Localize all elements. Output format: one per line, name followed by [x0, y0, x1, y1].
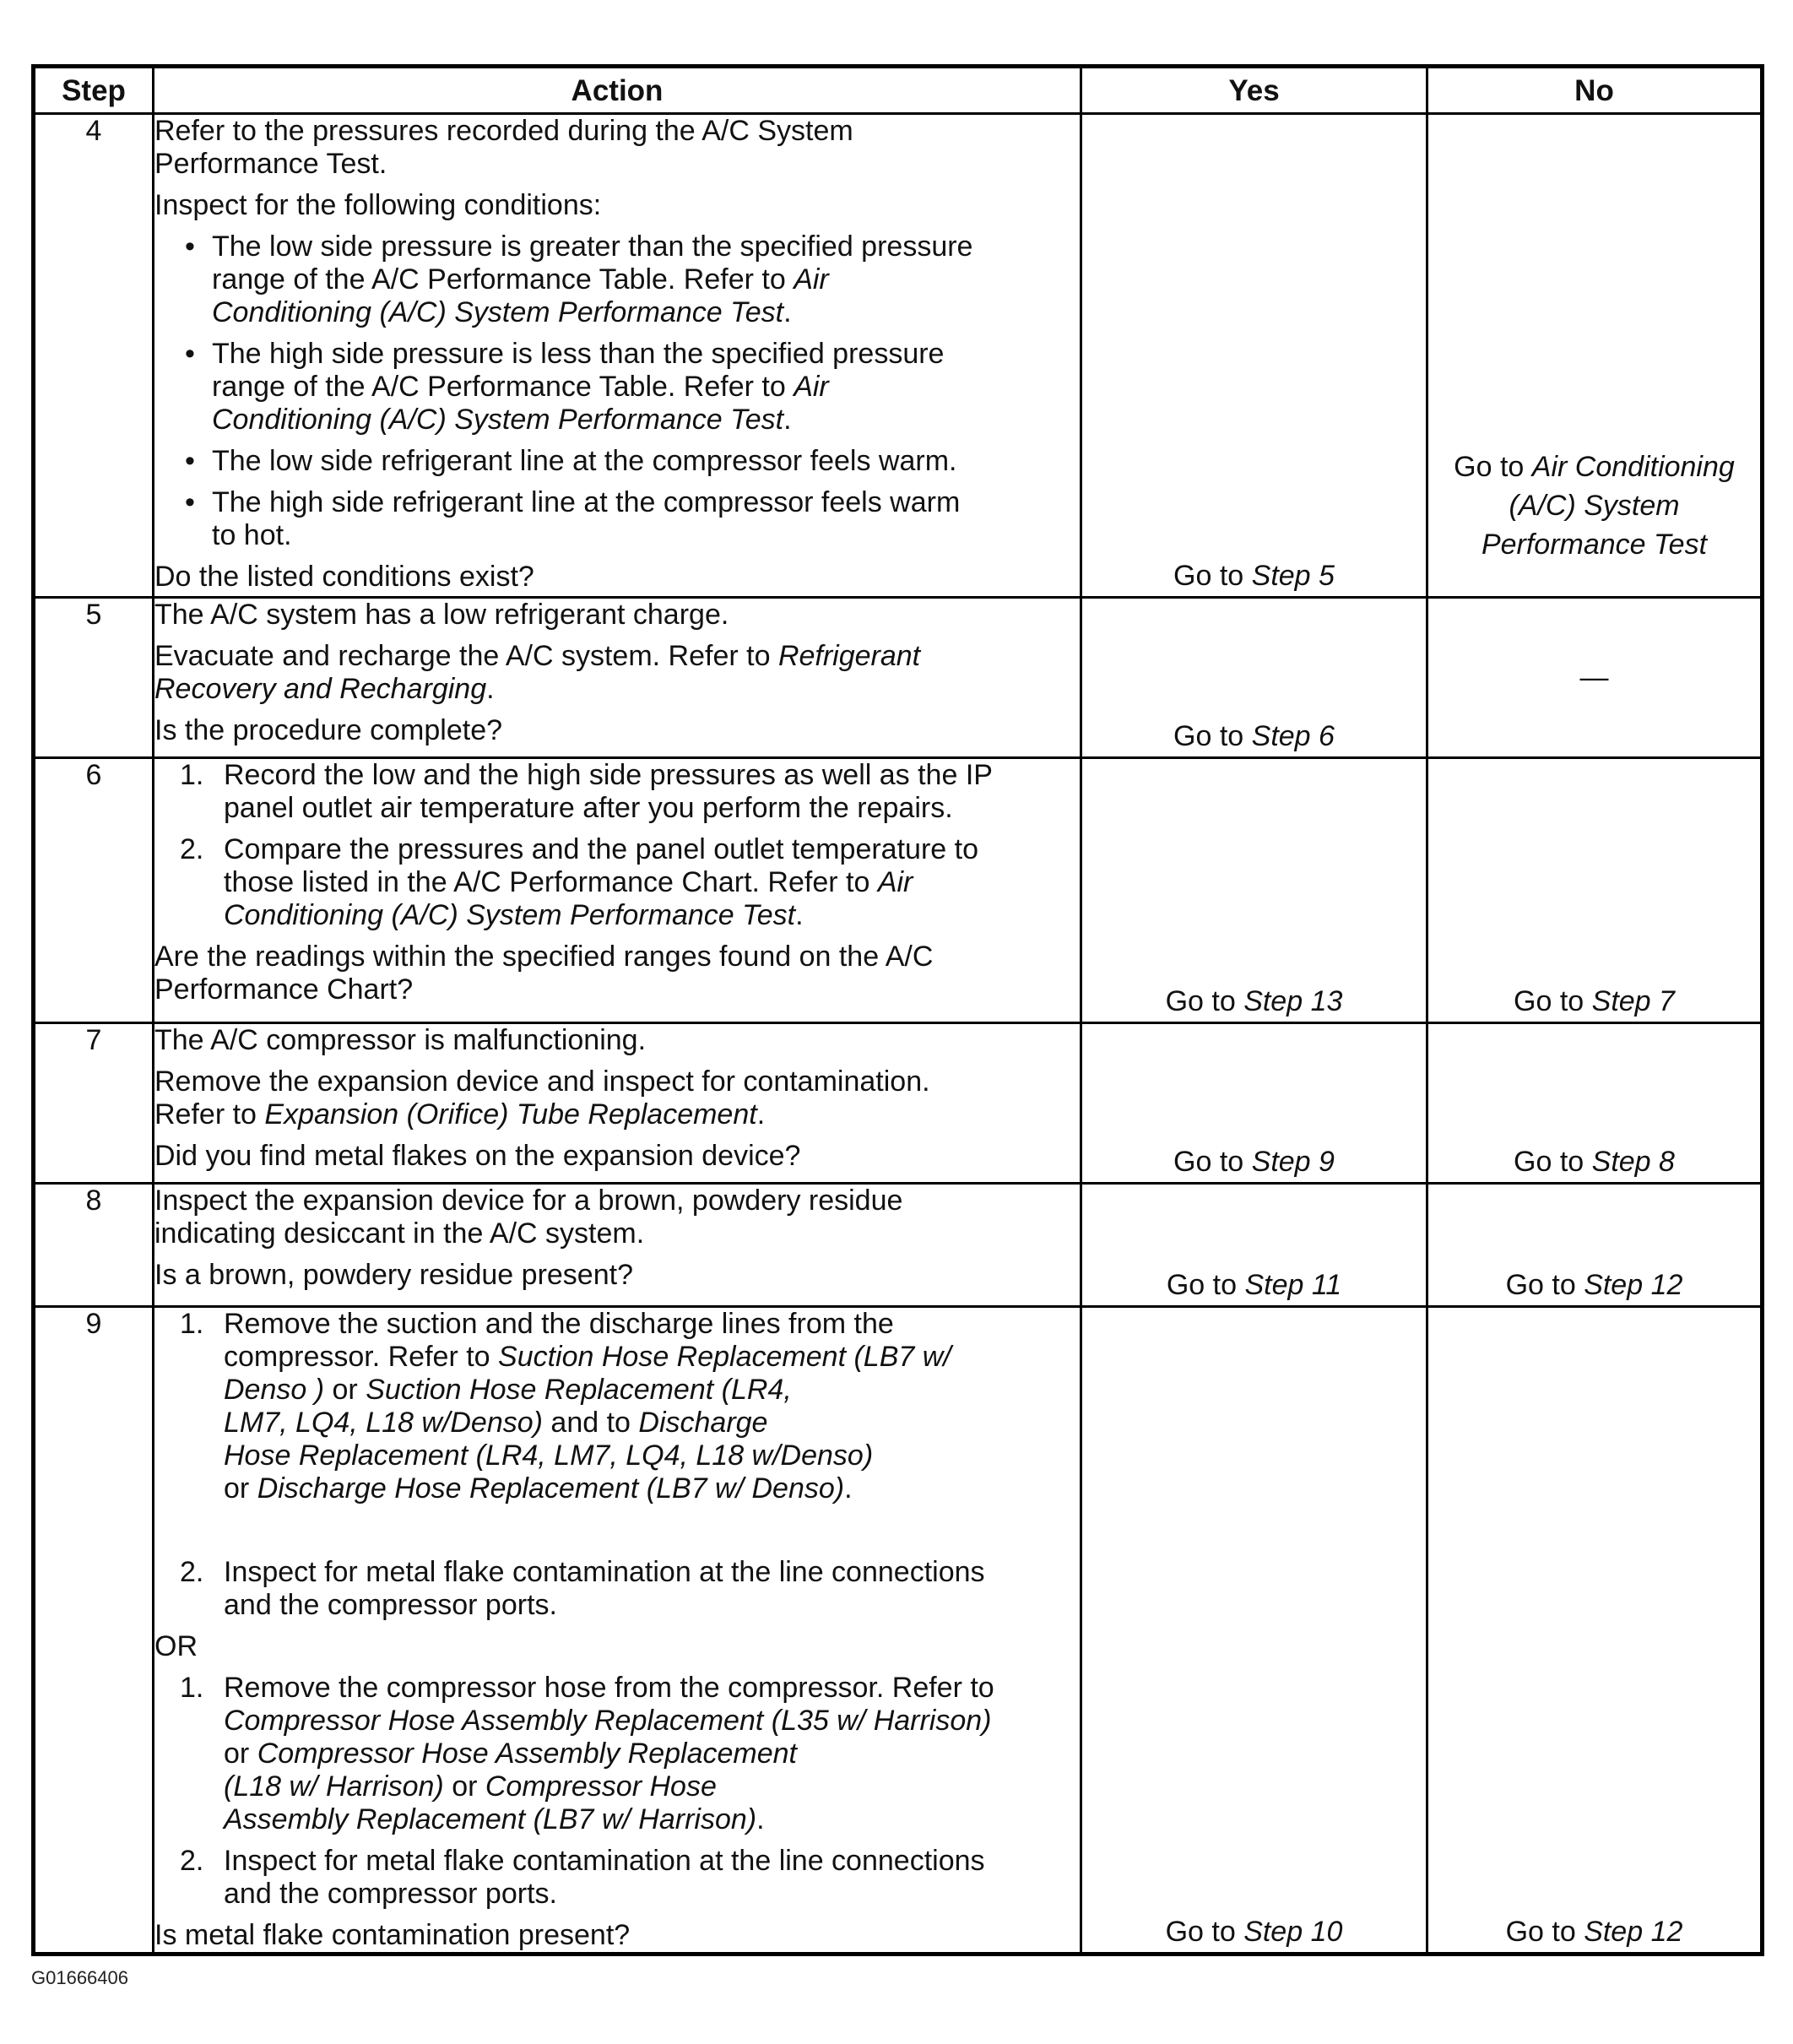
- action-question: Are the readings within the specified ranges found on the A/C Performance Chart?: [154, 941, 934, 1006]
- item-text: The high side pressure is less than the specified pressure range of the A/C Performance Table. Refer to: [212, 338, 945, 403]
- table-row-step-7: [34, 1023, 1763, 1184]
- list-item: [154, 1308, 1080, 1505]
- action-text: [154, 640, 1080, 706]
- list-item: [154, 1845, 1080, 1911]
- item-number: 2.: [180, 1556, 204, 1588]
- item-number: 2.: [180, 833, 204, 865]
- figure-id-label: G01666406: [31, 1967, 128, 1988]
- no-step-link[interactable]: Air Conditioning (A/C) System Performance Test: [1481, 451, 1735, 561]
- no-cell: [1427, 1307, 1763, 1955]
- yes-step-link[interactable]: Step 9: [1251, 1146, 1335, 1178]
- procedure-list: [154, 759, 1080, 932]
- no-cell: [1427, 1184, 1763, 1307]
- doc-reference[interactable]: Air Conditioning (A/C) System Performance Test: [212, 263, 829, 328]
- action-question: Did you find metal flakes on the expansion device?: [154, 1140, 801, 1172]
- step-number: 9: [34, 1307, 154, 1955]
- item-text: and to: [542, 1407, 639, 1439]
- doc-reference[interactable]: Discharge Hose Replacement (LR4, LM7, LQ4, L18 w/Denso): [224, 1407, 874, 1472]
- doc-reference[interactable]: Compressor Hose Assembly Replacement (LB7 w/ Harrison): [224, 1770, 757, 1835]
- table-row-step-9: [34, 1307, 1763, 1955]
- item-number: 2.: [180, 1845, 204, 1877]
- step-number: 5: [34, 598, 154, 758]
- header-yes: Yes: [1081, 67, 1427, 114]
- header-step: Step: [34, 67, 154, 114]
- table-row-step-4: [34, 114, 1763, 598]
- goto-prefix: Go to: [1505, 1916, 1584, 1948]
- action-cell: [154, 598, 1081, 758]
- yes-step-link[interactable]: Step 11: [1244, 1269, 1342, 1301]
- item-text: or: [324, 1374, 366, 1406]
- item-tail: .: [783, 296, 792, 328]
- diagnostic-table-container: [31, 64, 1760, 1956]
- doc-reference[interactable]: Discharge Hose Replacement (LB7 w/ Denso): [257, 1472, 845, 1505]
- item-tail: .: [783, 404, 792, 436]
- item-text: or: [224, 1738, 250, 1770]
- item-text: The high side refrigerant line at the compressor feels warm to hot.: [212, 486, 961, 551]
- goto-prefix: Go to: [1165, 985, 1244, 1017]
- list-item: [154, 1672, 1080, 1836]
- item-text: The low side pressure is greater than the specified pressure range of the A/C Performance Table. Refer to: [212, 230, 973, 295]
- item-text: Record the low and the high side pressures as well as the IP panel outlet air temperature after you perform the repairs.: [224, 759, 993, 824]
- condition-list: [154, 230, 1080, 552]
- yes-cell: [1081, 1307, 1427, 1955]
- list-item: [154, 759, 1080, 825]
- yes-cell: [1081, 1023, 1427, 1184]
- item-tail: .: [795, 899, 804, 931]
- action-text: Inspect for the following conditions:: [154, 189, 602, 221]
- no-cell: [1427, 758, 1763, 1023]
- goto-prefix: Go to: [1166, 1269, 1245, 1301]
- doc-reference[interactable]: Expansion (Orifice) Tube Replacement: [264, 1098, 757, 1130]
- no-step-link[interactable]: Step 8: [1591, 1146, 1675, 1178]
- doc-reference[interactable]: Air Conditioning (A/C) System Performance Test: [224, 866, 913, 931]
- yes-step-link[interactable]: Step 10: [1243, 1916, 1343, 1948]
- item-text: or: [443, 1770, 485, 1803]
- action-cell: [154, 1023, 1081, 1184]
- procedure-list-a: [154, 1308, 1080, 1622]
- no-cell: [1427, 598, 1763, 758]
- doc-reference[interactable]: Compressor Hose Assembly Replacement (L35 w/ Harrison): [224, 1705, 992, 1737]
- item-text: Remove the expansion device and inspect for contamination. Refer to: [154, 1065, 930, 1130]
- doc-reference[interactable]: Compressor Hose Assembly Replacement (L18 w/ Harrison): [224, 1738, 797, 1803]
- header-no: No: [1427, 67, 1763, 114]
- item-text: Inspect for metal flake contamination at the line connections and the compressor ports.: [224, 1845, 985, 1910]
- list-item: [154, 338, 1080, 436]
- header-action: Action: [154, 67, 1081, 114]
- table-row-step-5: [34, 598, 1763, 758]
- action-text: Refer to the pressures recorded during the A/C System Performance Test.: [154, 115, 853, 180]
- action-text: The A/C compressor is malfunctioning.: [154, 1024, 647, 1056]
- doc-reference[interactable]: Suction Hose Replacement (LB7 w/ Denso ): [224, 1341, 951, 1406]
- goto-prefix: Go to: [1514, 985, 1592, 1017]
- item-number: 1.: [180, 1308, 204, 1340]
- step-number: 4: [34, 114, 154, 598]
- diagnostic-step-table: [31, 64, 1764, 1956]
- goto-prefix: Go to: [1454, 451, 1532, 483]
- step-number: 7: [34, 1023, 154, 1184]
- action-cell: [154, 758, 1081, 1023]
- action-cell: [154, 114, 1081, 598]
- no-cell: [1427, 1023, 1763, 1184]
- yes-step-link[interactable]: Step 6: [1251, 720, 1335, 752]
- list-item: [154, 1556, 1080, 1622]
- no-step-link[interactable]: Step 7: [1591, 985, 1675, 1017]
- item-text: Compare the pressures and the panel outlet temperature to those listed in the A/C Performance Chart. Refer to: [224, 833, 978, 898]
- action-text: Inspect the expansion device for a brown, powdery residue indicating desiccant in the A/C system.: [154, 1185, 903, 1250]
- no-step-link[interactable]: Step 12: [1584, 1269, 1683, 1301]
- action-question: Do the listed conditions exist?: [154, 561, 534, 593]
- yes-cell: [1081, 1184, 1427, 1307]
- yes-cell: [1081, 758, 1427, 1023]
- item-text: Evacuate and recharge the A/C system. Refer to: [154, 640, 778, 672]
- or-separator: OR: [154, 1630, 198, 1662]
- item-text: The low side refrigerant line at the compressor feels warm.: [212, 445, 957, 477]
- table-header-row: [34, 67, 1763, 114]
- yes-cell: [1081, 598, 1427, 758]
- list-item: [154, 833, 1080, 932]
- goto-prefix: Go to: [1173, 1146, 1252, 1178]
- item-text: Remove the compressor hose from the compressor. Refer to: [224, 1672, 994, 1704]
- list-item: [154, 486, 1080, 552]
- doc-reference[interactable]: Suction Hose Replacement (LR4, LM7, LQ4, L18 w/Denso): [224, 1374, 792, 1439]
- item-tail: .: [756, 1803, 765, 1835]
- action-question: Is the procedure complete?: [154, 714, 503, 746]
- doc-reference[interactable]: Refrigerant Recovery and Recharging: [154, 640, 921, 705]
- item-tail: .: [756, 1098, 766, 1130]
- no-cell: [1427, 114, 1763, 598]
- goto-prefix: Go to: [1505, 1269, 1584, 1301]
- no-answer-dash: —: [1579, 661, 1609, 693]
- item-tail: .: [486, 673, 495, 705]
- goto-prefix: Go to: [1165, 1916, 1244, 1948]
- goto-prefix: Go to: [1173, 720, 1252, 752]
- goto-prefix: Go to: [1173, 560, 1252, 592]
- action-question: Is a brown, powdery residue present?: [154, 1259, 633, 1291]
- action-cell: [154, 1307, 1081, 1955]
- table-row-step-6: [34, 758, 1763, 1023]
- item-text: Inspect for metal flake contamination at the line connections and the compressor ports.: [224, 1556, 985, 1621]
- goto-prefix: Go to: [1514, 1146, 1592, 1178]
- step-number: 8: [34, 1184, 154, 1307]
- list-item: [154, 445, 1080, 478]
- item-number: 1.: [180, 1672, 204, 1704]
- procedure-list-b: [154, 1672, 1080, 1911]
- step-number: 6: [34, 758, 154, 1023]
- doc-reference[interactable]: Air Conditioning (A/C) System Performance Test: [212, 371, 829, 436]
- item-tail: .: [844, 1472, 853, 1505]
- item-text: Remove the suction and the discharge lines from the compressor. Refer to: [224, 1308, 894, 1373]
- yes-step-link[interactable]: Step 5: [1251, 560, 1335, 592]
- action-text: The A/C system has a low refrigerant charge.: [154, 599, 729, 631]
- yes-step-link[interactable]: Step 13: [1243, 985, 1343, 1017]
- action-text: [154, 1065, 1080, 1131]
- yes-cell: [1081, 114, 1427, 598]
- action-cell: [154, 1184, 1081, 1307]
- item-text: or: [224, 1472, 250, 1505]
- list-item: [154, 230, 1080, 329]
- table-row-step-8: [34, 1184, 1763, 1307]
- action-question: Is metal flake contamination present?: [154, 1919, 631, 1951]
- no-step-link[interactable]: Step 12: [1584, 1916, 1683, 1948]
- item-number: 1.: [180, 759, 204, 791]
